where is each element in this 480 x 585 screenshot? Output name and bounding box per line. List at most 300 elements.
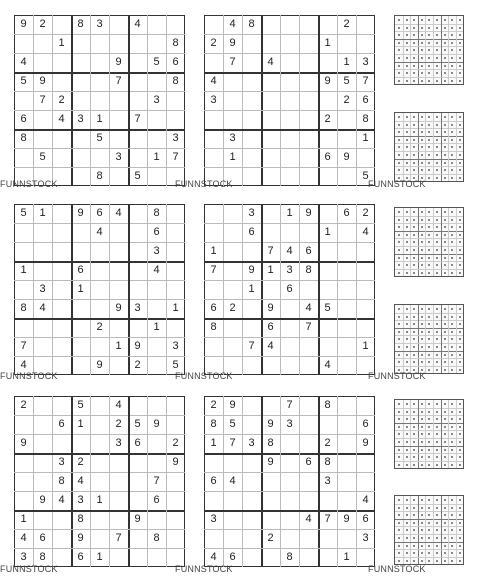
sudoku-cell: 5 (134, 170, 141, 182)
thumb-digit-dot (444, 456, 446, 458)
sudoku-cell (318, 204, 337, 223)
sudoku-cell: 5 (134, 418, 141, 430)
sudoku-cell (318, 491, 337, 510)
thumb-digit-dot (459, 169, 461, 171)
thumb-digit-dot (459, 316, 461, 318)
thumb-digit-dot (459, 34, 461, 36)
thumb-digit-dot (421, 411, 423, 413)
sudoku-cell: 5 (20, 75, 27, 87)
sudoku-cell (109, 110, 128, 129)
sudoku-cell (147, 337, 166, 356)
thumb-digit-dot (436, 464, 438, 466)
sudoku-cell: 1 (153, 151, 160, 163)
thumb-digit-dot (421, 241, 423, 243)
thumb-grid-line (395, 423, 463, 424)
sudoku-cell (33, 453, 52, 472)
thumb-digit-dot (398, 514, 400, 516)
thumb-digit-dot (451, 49, 453, 51)
sudoku-cell (280, 34, 299, 53)
thumb-digit-dot (421, 162, 423, 164)
sudoku-cell (280, 148, 299, 167)
sudoku-cell: 6 (362, 513, 369, 525)
thumb-digit-dot (444, 257, 446, 259)
sudoku-cell: 3 (229, 132, 236, 144)
thumb-digit-dot (428, 331, 430, 333)
sudoku-cell (299, 91, 318, 110)
thumb-digit-dot (444, 418, 446, 420)
thumb-digit-dot (398, 80, 400, 82)
thumb-digit-dot (444, 116, 446, 118)
thumb-digit-dot (398, 116, 400, 118)
thumb-digit-dot (451, 411, 453, 413)
thumb-digit-dot (398, 316, 400, 318)
thumb-digit-dot (406, 507, 408, 509)
thumb-digit-dot (444, 272, 446, 274)
thumb-digit-dot (459, 433, 461, 435)
watermark-text: FUNNSTOCK (175, 564, 233, 574)
sudoku-cell: 6 (77, 551, 84, 563)
thumb-digit-dot (436, 522, 438, 524)
thumb-digit-dot (421, 464, 423, 466)
thumb-digit-dot (451, 323, 453, 325)
sudoku-cell (90, 337, 109, 356)
sudoku-cell (337, 167, 356, 186)
sudoku-cell (242, 510, 261, 529)
thumb-digit-dot (451, 72, 453, 74)
sudoku-cell (242, 396, 261, 415)
sudoku-cell (52, 396, 71, 415)
sudoku-cell (337, 129, 356, 148)
thumb-digit-dot (406, 354, 408, 356)
sudoku-cell (166, 529, 185, 548)
thumb-digit-dot (459, 80, 461, 82)
sudoku-cell (280, 129, 299, 148)
sudoku-cell: 9 (305, 207, 312, 219)
thumb-digit-dot (413, 507, 415, 509)
sudoku-cell (52, 204, 71, 223)
sudoku-cell: 7 (229, 437, 236, 449)
sudoku-cell: 6 (343, 207, 350, 219)
sudoku-cell (261, 548, 280, 567)
thumb-digit-dot (436, 241, 438, 243)
sudoku-cell (280, 72, 299, 91)
thumb-digit-dot (398, 34, 400, 36)
sudoku-cell (204, 223, 223, 242)
thumb-digit-dot (428, 169, 430, 171)
sudoku-cell (90, 72, 109, 91)
thumb-grid-line (410, 113, 411, 181)
sudoku-cell (242, 299, 261, 318)
thumb-grid-line (395, 343, 463, 344)
sudoku-cell (337, 472, 356, 491)
thumb-digit-dot (444, 162, 446, 164)
thumb-digit-dot (451, 34, 453, 36)
thumb-grid-line (410, 16, 411, 84)
sudoku-cell: 4 (58, 494, 65, 506)
sudoku-cell (299, 53, 318, 72)
sudoku-cell (204, 280, 223, 299)
sudoku-cell (261, 167, 280, 186)
sudoku-cell: 6 (77, 264, 84, 276)
thumb-digit-dot (459, 499, 461, 501)
thumb-digit-dot (459, 464, 461, 466)
thumb-digit-dot (428, 124, 430, 126)
sudoku-cell (299, 280, 318, 299)
sudoku-cell (52, 242, 71, 261)
sudoku-cell: 4 (153, 264, 160, 276)
sudoku-cell: 5 (343, 75, 350, 87)
sudoku-cell: 1 (210, 437, 217, 449)
thumb-digit-dot (398, 331, 400, 333)
thumb-digit-dot (398, 403, 400, 405)
thumb-digit-dot (413, 316, 415, 318)
sudoku-cell: 8 (58, 475, 65, 487)
sudoku-cell: 9 (134, 513, 141, 525)
sudoku-cell (128, 548, 147, 567)
sudoku-cell (166, 242, 185, 261)
sudoku-cell: 3 (248, 437, 255, 449)
sudoku-cell: 7 (115, 532, 122, 544)
thumb-digit-dot (428, 316, 430, 318)
thumb-digit-dot (398, 464, 400, 466)
sudoku-cell (14, 91, 33, 110)
thumb-digit-dot (406, 464, 408, 466)
sudoku-cell (280, 53, 299, 72)
thumb-digit-dot (436, 441, 438, 443)
sudoku-cell: 1 (343, 56, 350, 68)
sudoku-cell (52, 129, 71, 148)
thumb-grid-line (433, 305, 434, 373)
thumb-digit-dot (459, 308, 461, 310)
thumb-digit-dot (413, 272, 415, 274)
sudoku-cell (166, 491, 185, 510)
sudoku-cell: 4 (362, 494, 369, 506)
sudoku-cell (33, 472, 52, 491)
thumb-digit-dot (421, 124, 423, 126)
thumb-grid-line (395, 166, 463, 167)
thumb-grid-line (395, 174, 463, 175)
sudoku-cell (90, 91, 109, 110)
thumb-digit-dot (451, 139, 453, 141)
sudoku-cell: 6 (305, 245, 312, 257)
thumb-digit-dot (421, 560, 423, 562)
sudoku-cell: 9 (267, 418, 274, 430)
sudoku-cell (223, 261, 242, 280)
sudoku-cell (280, 299, 299, 318)
sudoku-cell: 8 (362, 113, 369, 125)
thumb-digit-dot (459, 529, 461, 531)
sudoku-cell: 6 (39, 532, 46, 544)
sudoku-cell: 9 (115, 56, 122, 68)
sudoku-cell (204, 15, 223, 34)
sudoku-cell (109, 91, 128, 110)
sudoku-cell: 9 (324, 75, 331, 87)
thumb-digit-dot (444, 139, 446, 141)
sudoku-cell (356, 396, 375, 415)
thumb-digit-dot (428, 361, 430, 363)
sudoku-cell (90, 415, 109, 434)
sudoku-cell (147, 15, 166, 34)
thumb-digit-dot (398, 552, 400, 554)
sudoku-cell (90, 510, 109, 529)
thumb-grid-line (441, 400, 442, 468)
thumb-digit-dot (444, 27, 446, 29)
sudoku-cell: 4 (134, 18, 141, 30)
thumb-digit-dot (436, 507, 438, 509)
sudoku-cell (299, 110, 318, 129)
sudoku-cell (261, 280, 280, 299)
sudoku-cell (14, 491, 33, 510)
sudoku-cell (242, 167, 261, 186)
sudoku-cell (223, 242, 242, 261)
thumb-digit-dot (436, 418, 438, 420)
thumb-digit-dot (428, 34, 430, 36)
thumb-digit-dot (451, 42, 453, 44)
sudoku-cell (52, 148, 71, 167)
thumb-digit-dot (428, 146, 430, 148)
thumb-digit-dot (421, 264, 423, 266)
thumb-digit-dot (406, 19, 408, 21)
thumb-digit-dot (459, 162, 461, 164)
thumb-digit-dot (413, 552, 415, 554)
thumb-digit-dot (406, 146, 408, 148)
thumb-grid-line (395, 511, 463, 512)
sudoku-cell: 2 (324, 437, 331, 449)
sudoku-cell: 7 (248, 340, 255, 352)
sudoku-cell: 1 (362, 340, 369, 352)
sudoku-cell: 7 (324, 513, 331, 525)
thumb-digit-dot (444, 124, 446, 126)
thumb-grid-line (395, 328, 463, 329)
sudoku-cell (147, 453, 166, 472)
sudoku-cell: 6 (96, 207, 103, 219)
sudoku-cell: 8 (20, 132, 27, 144)
thumb-digit-dot (413, 226, 415, 228)
thumb-digit-dot (428, 72, 430, 74)
thumb-digit-dot (398, 354, 400, 356)
sudoku-cell: 4 (229, 18, 236, 30)
sudoku-cell (204, 453, 223, 472)
thumb-digit-dot (413, 139, 415, 141)
thumb-digit-dot (406, 403, 408, 405)
thumb-digit-dot (436, 433, 438, 435)
sudoku-cell (261, 356, 280, 375)
thumb-digit-dot (428, 433, 430, 435)
sudoku-cell (318, 529, 337, 548)
sudoku-cell (204, 53, 223, 72)
thumb-grid-line (395, 159, 463, 160)
sudoku-cell (52, 223, 71, 242)
thumb-digit-dot (451, 241, 453, 243)
thumb-grid-line (456, 496, 457, 564)
sudoku-cell (90, 529, 109, 548)
thumb-grid-line (395, 54, 463, 55)
sudoku-cell (299, 15, 318, 34)
sudoku-cell: 3 (362, 532, 369, 544)
thumb-digit-dot (451, 219, 453, 221)
sudoku-cell: 4 (324, 359, 331, 371)
thumb-grid-line (418, 16, 419, 84)
sudoku-cell (71, 91, 90, 110)
sudoku-cell (147, 548, 166, 567)
thumb-digit-dot (451, 545, 453, 547)
thumb-digit-dot (444, 433, 446, 435)
thumb-grid-line (395, 313, 463, 314)
thumb-digit-dot (459, 507, 461, 509)
sudoku-cell (299, 472, 318, 491)
sudoku-grid (14, 396, 185, 567)
sudoku-cell (166, 91, 185, 110)
thumb-digit-dot (421, 507, 423, 509)
thumb-grid-line (448, 305, 449, 373)
thumb-digit-dot (428, 411, 430, 413)
thumb-digit-dot (451, 346, 453, 348)
thumb-digit-dot (428, 131, 430, 133)
thumb-digit-dot (398, 219, 400, 221)
sudoku-cell: 6 (324, 151, 331, 163)
thumb-digit-dot (406, 257, 408, 259)
thumb-grid-line (395, 526, 463, 527)
sudoku-cell (109, 548, 128, 567)
thumb-digit-dot (459, 537, 461, 539)
thumb-digit-dot (459, 361, 461, 363)
sudoku-cell: 2 (343, 94, 350, 106)
thumb-digit-dot (451, 418, 453, 420)
thumb-digit-dot (444, 316, 446, 318)
thumb-digit-dot (444, 65, 446, 67)
sudoku-cell: 6 (229, 551, 236, 563)
thumb-digit-dot (421, 522, 423, 524)
thumb-grid-line (418, 305, 419, 373)
thumb-digit-dot (406, 331, 408, 333)
thumb-digit-dot (428, 308, 430, 310)
thumb-grid-line (425, 113, 426, 181)
thumb-digit-dot (436, 116, 438, 118)
thumb-digit-dot (459, 241, 461, 243)
sudoku-cell: 1 (172, 302, 179, 314)
thumb-digit-dot (421, 234, 423, 236)
sudoku-cell (166, 472, 185, 491)
sudoku-cell: 6 (210, 302, 217, 314)
watermark-text: FUNNSTOCK (0, 371, 58, 381)
thumb-digit-dot (436, 346, 438, 348)
sudoku-cell (280, 529, 299, 548)
thumb-digit-dot (398, 441, 400, 443)
thumb-digit-dot (436, 449, 438, 451)
sudoku-cell (90, 396, 109, 415)
thumb-digit-dot (428, 323, 430, 325)
watermark-text: FUNNSTOCK (175, 371, 233, 381)
sudoku-cell (318, 242, 337, 261)
sudoku-cell (299, 396, 318, 415)
sudoku-cell: 4 (20, 56, 27, 68)
thumb-digit-dot (398, 27, 400, 29)
sudoku-cell (299, 72, 318, 91)
sudoku-cell (223, 72, 242, 91)
thumb-digit-dot (451, 464, 453, 466)
thumb-digit-dot (406, 234, 408, 236)
sudoku-cell: 8 (153, 532, 160, 544)
thumb-digit-dot (451, 146, 453, 148)
thumb-digit-dot (459, 449, 461, 451)
thumb-digit-dot (444, 346, 446, 348)
thumb-grid-line (395, 269, 463, 270)
sudoku-cell (337, 491, 356, 510)
thumb-digit-dot (451, 316, 453, 318)
sudoku-cell (71, 34, 90, 53)
sudoku-cell: 1 (115, 340, 122, 352)
sudoku-cell (223, 453, 242, 472)
thumb-digit-dot (398, 154, 400, 156)
sudoku-cell (33, 129, 52, 148)
sudoku-cell: 2 (343, 18, 350, 30)
thumb-grid-line (395, 461, 463, 462)
thumb-digit-dot (451, 272, 453, 274)
thumb-grid-line (441, 305, 442, 373)
sudoku-cell: 9 (343, 513, 350, 525)
thumb-digit-dot (421, 418, 423, 420)
sudoku-cell (242, 529, 261, 548)
thumb-digit-dot (413, 354, 415, 356)
thumb-digit-dot (444, 308, 446, 310)
sudoku-cell: 6 (362, 94, 369, 106)
thumb-grid-line (425, 305, 426, 373)
thumb-digit-dot (436, 65, 438, 67)
thumb-digit-dot (413, 72, 415, 74)
sudoku-cell: 7 (305, 321, 312, 333)
thumb-digit-dot (451, 449, 453, 451)
thumb-digit-dot (428, 441, 430, 443)
sudoku-cell (280, 110, 299, 129)
thumb-digit-dot (398, 264, 400, 266)
thumb-digit-dot (413, 464, 415, 466)
sudoku-cell: 8 (153, 207, 160, 219)
thumb-grid-line (418, 208, 419, 276)
sudoku-cell: 9 (229, 37, 236, 49)
thumb-digit-dot (428, 154, 430, 156)
sudoku-cell: 1 (324, 226, 331, 238)
sudoku-cell: 2 (210, 37, 217, 49)
thumb-digit-dot (451, 211, 453, 213)
sudoku-cell (280, 491, 299, 510)
thumb-grid-line (441, 496, 442, 564)
sudoku-cell: 2 (324, 113, 331, 125)
thumb-digit-dot (413, 42, 415, 44)
sudoku-cell: 5 (362, 170, 369, 182)
thumb-digit-dot (444, 369, 446, 371)
thumb-digit-dot (459, 346, 461, 348)
sudoku-cell (223, 223, 242, 242)
sudoku-cell: 7 (229, 56, 236, 68)
thumb-digit-dot (428, 346, 430, 348)
sudoku-cell: 5 (172, 359, 179, 371)
thumb-digit-dot (413, 338, 415, 340)
thumb-digit-dot (428, 507, 430, 509)
sudoku-cell (318, 548, 337, 567)
thumb-digit-dot (451, 529, 453, 531)
thumb-digit-dot (421, 226, 423, 228)
thumb-digit-dot (451, 234, 453, 236)
thumb-grid-line (456, 16, 457, 84)
thumb-digit-dot (436, 72, 438, 74)
sudoku-cell (356, 280, 375, 299)
thumb-digit-dot (398, 433, 400, 435)
thumb-grid-line (456, 305, 457, 373)
sudoku-cell (223, 491, 242, 510)
thumb-digit-dot (451, 552, 453, 554)
sudoku-cell (90, 242, 109, 261)
thumb-digit-dot (436, 426, 438, 428)
